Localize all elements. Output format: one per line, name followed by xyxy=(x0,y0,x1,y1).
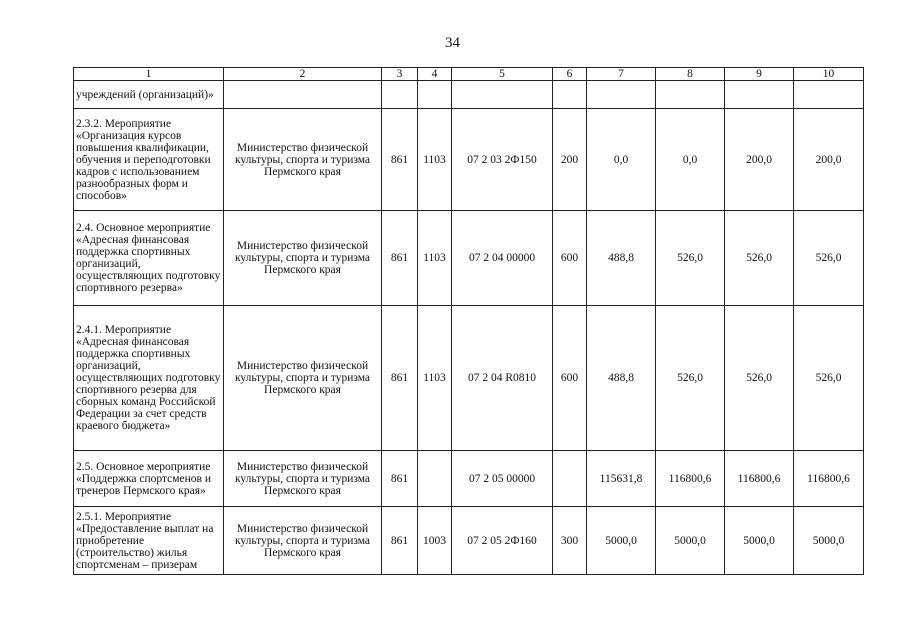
table-row xyxy=(74,451,864,507)
col-header: 2 xyxy=(224,68,382,81)
cell-ministry-code: 861 xyxy=(382,451,418,507)
measure-name: 2.3.2. Мероприятие «Организация курсов повышения квалификации, обучения и переподготовки кадров с использованием разнообразных форм и способов» xyxy=(74,109,224,211)
col-header: 8 xyxy=(656,68,725,81)
cell-value-7: 115631,8 xyxy=(587,451,656,507)
cell-expense-type xyxy=(553,81,587,109)
col-header: 9 xyxy=(725,68,794,81)
responsible-org: Министерство физической культуры, спорта и туризма Пермского края xyxy=(224,211,382,306)
cell-value-7: 5000,0 xyxy=(587,507,656,575)
cell-value-10 xyxy=(794,81,864,109)
cell-target-code: 07 2 05 2Ф160 xyxy=(452,507,553,575)
measure-name: 2.5.1. Мероприятие «Предоставление выплат на приобретение (строительство) жилья спортсменам – призерам xyxy=(74,507,224,575)
responsible-org: Министерство физической культуры, спорта и туризма Пермского края xyxy=(224,507,382,575)
cell-section-code xyxy=(418,451,452,507)
cell-value-8: 116800,6 xyxy=(656,451,725,507)
cell-ministry-code: 861 xyxy=(382,109,418,211)
col-header: 1 xyxy=(74,68,224,81)
col-header: 6 xyxy=(553,68,587,81)
cell-value-7: 488,8 xyxy=(587,211,656,306)
cell-value-10: 526,0 xyxy=(794,211,864,306)
cell-value-10: 5000,0 xyxy=(794,507,864,575)
cell-target-code: 07 2 04 R0810 xyxy=(452,306,553,451)
cell-value-10: 116800,6 xyxy=(794,451,864,507)
cell-value-8 xyxy=(656,81,725,109)
page-number: 34 xyxy=(445,35,460,51)
cell-expense-type xyxy=(553,451,587,507)
cell-value-8: 526,0 xyxy=(656,306,725,451)
table-row xyxy=(74,306,864,451)
table-row xyxy=(74,507,864,575)
measure-name: учреждений (организаций)» xyxy=(74,81,224,109)
cell-expense-type: 600 xyxy=(553,211,587,306)
cell-section-code: 1103 xyxy=(418,211,452,306)
cell-ministry-code: 861 xyxy=(382,306,418,451)
cell-ministry-code: 861 xyxy=(382,507,418,575)
cell-value-9: 200,0 xyxy=(725,109,794,211)
cell-value-9: 116800,6 xyxy=(725,451,794,507)
cell-value-9: 526,0 xyxy=(725,211,794,306)
cell-value-7: 0,0 xyxy=(587,109,656,211)
cell-ministry-code: 861 xyxy=(382,211,418,306)
table-row xyxy=(74,211,864,306)
cell-value-10: 200,0 xyxy=(794,109,864,211)
cell-ministry-code xyxy=(382,81,418,109)
col-header: 4 xyxy=(418,68,452,81)
cell-section-code: 1003 xyxy=(418,507,452,575)
cell-section-code xyxy=(418,81,452,109)
budget-table xyxy=(73,67,864,575)
responsible-org xyxy=(224,81,382,109)
responsible-org: Министерство физической культуры, спорта и туризма Пермского края xyxy=(224,109,382,211)
table-row xyxy=(74,81,864,109)
responsible-org: Министерство физической культуры, спорта и туризма Пермского края xyxy=(224,306,382,451)
measure-name: 2.4.1. Мероприятие «Адресная финансовая поддержка спортивных организаций, осуществляющих подготовку спортивного резерва для сборных команд Российской Федерации за счет средств краевого бюджета» xyxy=(74,306,224,451)
cell-target-code xyxy=(452,81,553,109)
col-header: 3 xyxy=(382,68,418,81)
cell-value-9 xyxy=(725,81,794,109)
cell-value-7: 488,8 xyxy=(587,306,656,451)
col-header: 10 xyxy=(794,68,864,81)
measure-name: 2.4. Основное мероприятие «Адресная финансовая поддержка спортивных организаций, осуществляющих подготовку спортивного резерва» xyxy=(74,211,224,306)
cell-value-8: 5000,0 xyxy=(656,507,725,575)
cell-expense-type: 300 xyxy=(553,507,587,575)
responsible-org: Министерство физической культуры, спорта и туризма Пермского края xyxy=(224,451,382,507)
cell-target-code: 07 2 03 2Ф150 xyxy=(452,109,553,211)
table-row xyxy=(74,109,864,211)
cell-target-code: 07 2 04 00000 xyxy=(452,211,553,306)
cell-value-9: 5000,0 xyxy=(725,507,794,575)
col-header: 5 xyxy=(452,68,553,81)
cell-expense-type: 200 xyxy=(553,109,587,211)
cell-value-9: 526,0 xyxy=(725,306,794,451)
cell-section-code: 1103 xyxy=(418,109,452,211)
col-header: 7 xyxy=(587,68,656,81)
header-row xyxy=(74,68,864,81)
cell-value-8: 526,0 xyxy=(656,211,725,306)
cell-target-code: 07 2 05 00000 xyxy=(452,451,553,507)
cell-expense-type: 600 xyxy=(553,306,587,451)
cell-section-code: 1103 xyxy=(418,306,452,451)
cell-value-8: 0,0 xyxy=(656,109,725,211)
cell-value-7 xyxy=(587,81,656,109)
cell-value-10: 526,0 xyxy=(794,306,864,451)
measure-name: 2.5. Основное мероприятие «Поддержка спортсменов и тренеров Пермского края» xyxy=(74,451,224,507)
